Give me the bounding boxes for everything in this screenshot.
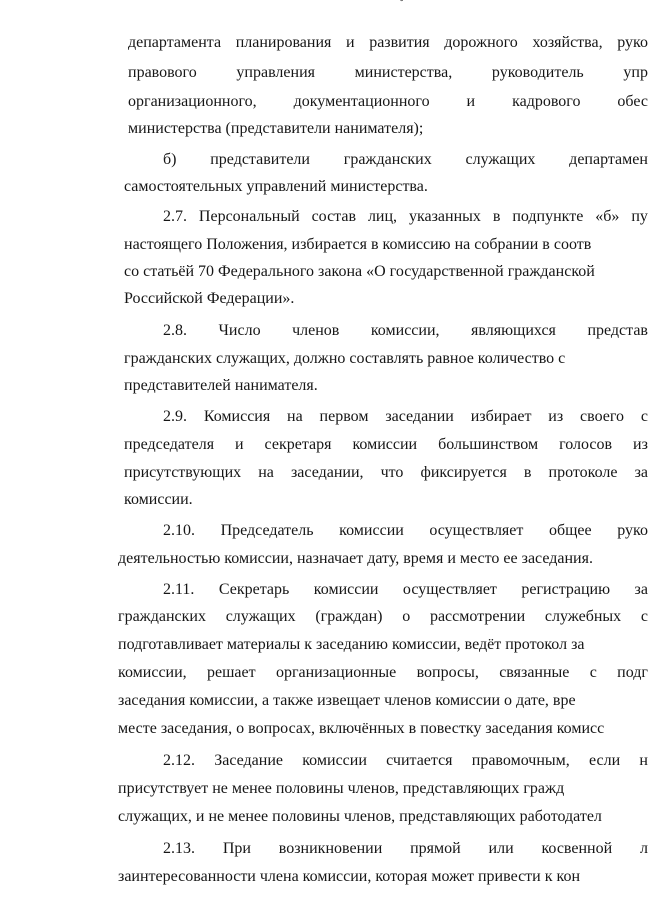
text-line: 2.8. Число членов комиссии, являющихся представ (163, 322, 648, 339)
text-line: комиссии, решает организационные вопросы, связанные с подг (118, 664, 648, 681)
text-line: правового управления министерства, руководитель упр (128, 64, 648, 81)
text-line: 2.11. Секретарь комиссии осуществляет регистрацию за (163, 581, 648, 598)
text-line: служащих, и не менее половины членов, представляющих работодател (118, 808, 602, 825)
text-line: гражданских служащих, должно составлять равное количество с (124, 350, 566, 367)
text-line: комиссии. (124, 491, 193, 508)
text-line: Российской Федерации». (124, 290, 295, 307)
text-line: заседания комиссии, а также извещает членов комиссии о дате, вре (118, 692, 576, 709)
text-line: со статьёй 70 Федерального закона «О государственной гражданской (124, 263, 595, 280)
text-line: 2.10. Председатель комиссии осуществляет общее руко (163, 522, 648, 539)
text-line: председателя и секретаря комиссии большинством голосов из (124, 436, 648, 453)
text-line: заинтересованности члена комиссии, которая может привести к кон (118, 868, 581, 885)
text-line: представителей нанимателя. (124, 377, 318, 394)
text-line: министерства (представители нанимателя); (128, 120, 424, 137)
text-line: 2.13. При возникновении прямой или косвенной л (163, 840, 648, 857)
page-top-mark: ˘ (400, 0, 404, 10)
text-line: 2.7. Персональный состав лиц, указанных в подпункте «б» пу (163, 208, 648, 225)
text-line: присутствующих на заседании, что фиксируется в протоколе за (124, 464, 648, 481)
text-line: присутствует не менее половины членов, представляющих гражд (118, 780, 565, 797)
text-line: деятельностью комиссии, назначает дату, время и место ее заседания. (118, 550, 593, 567)
text-line: 2.12. Заседание комиссии считается правомочным, если н (163, 752, 648, 769)
text-line: подготавливает материалы к заседанию комиссии, ведёт протокол за (118, 636, 585, 653)
text-line: 2.9. Комиссия на первом заседании избирает из своего с (163, 408, 648, 425)
text-line: месте заседания, о вопросах, включённых в повестку заседания комисс (118, 720, 605, 737)
text-line: организационного, документационного и кадрового обес (128, 93, 648, 110)
text-line: гражданских служащих (граждан) о рассмотрении служебных с (118, 608, 648, 625)
text-line: самостоятельных управлений министерства. (124, 178, 428, 195)
text-line: б) представители гражданских служащих департамен (163, 151, 648, 168)
text-line: настоящего Положения, избирается в комиссию на собрании в соотв (124, 236, 592, 253)
text-line: департамента планирования и развития дорожного хозяйства, руко (128, 34, 648, 51)
